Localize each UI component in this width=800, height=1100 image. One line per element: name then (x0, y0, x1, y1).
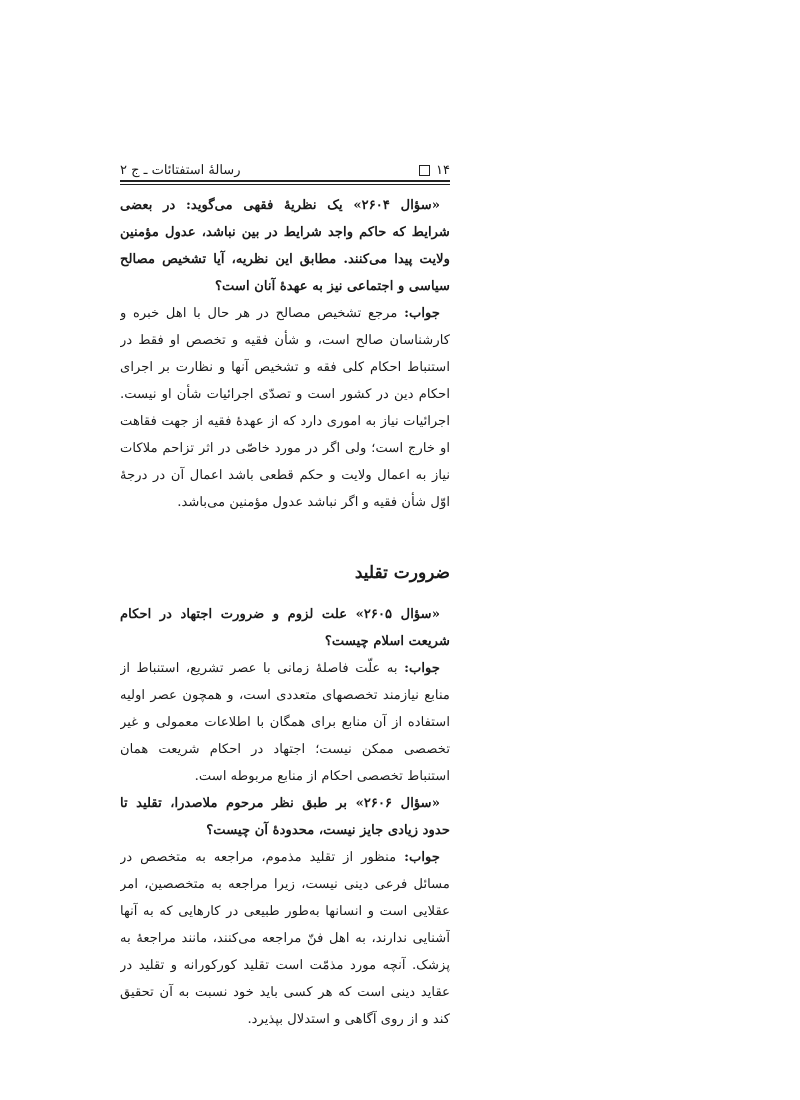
page-number-text: ۱۴ (436, 163, 450, 178)
page-body (120, 192, 450, 1100)
answer-label: جواب: (404, 661, 440, 676)
answer-text: به علّت فاصلهٔ زمانی با عصر تشریع، استنباط از منابع نیازمند تخصصهای متعددی است، و همچون عصر اولیه استفاده از آن منابع برای همگان با اطلاعات معمولی و غیر تخصصی ممکن نیست؛ اجتهاد در احکام شریعت همان استنباط تخصصی احکام از منابع مربوطه است. (120, 661, 450, 784)
page-number (419, 163, 450, 178)
book-title: رسالهٔ استفتائات ـ ج ۲ (120, 163, 241, 178)
section-heading: ضرورت تقلید (354, 563, 450, 583)
answer-text: منظور از تقلید مذموم، مراجعه به متخصص در مسائل فرعی دینی نیست، زیرا مراجعه به متخصصین، امر عقلایی است و انسانها به‌طور طبیعی در کارهایی که به آنها آشنایی ندارند، به اهل فنّ مراجعه می‌کنند، مانند مراجعهٔ به پزشک. آنچه مورد مذمّت است تقلید کورکورانه و تقلید در عقاید دینی است که هر کسی باید خود نسبت به آن تحقیق کند و از روی آگاهی و استدلال بپذیرد. (120, 850, 450, 1027)
answer-2605 (120, 655, 450, 790)
question-2606: «سؤال ۲۶۰۶» بر طبق نظر مرحوم ملاصدرا، تقلید تا حدود زیادی جایز نیست، محدودهٔ آن چیست؟ (120, 796, 450, 838)
header-rule-thick (120, 180, 450, 182)
header-rule-thin (120, 184, 450, 185)
answer-text: مرجع تشخیص مصالح در هر حال با اهل خبره و کارشناسان صالح است، و شأن فقیه و تخصص او فقط در استنباط احکام کلی فقه و تشخیص آنها و نظارت بر اجرای احکام دین در کشور است و تصدّی اجرائیات شأن او نیست. اجرائیات نیاز به اموری دارد که از عهدهٔ فقیه از جهت فقاهت او خارج است؛ ولی اگر در مورد خاصّی در اثر تزاحم ملاکات نیاز به اعمال ولایت و حکم قطعی باشد اعمال آن در درجهٔ اوّل شأن فقیه و اگر نباشد عدول مؤمنین می‌باشد. (120, 306, 450, 510)
answer-label: جواب: (404, 850, 440, 865)
answer-2606 (120, 844, 450, 1033)
running-header (120, 148, 450, 178)
answer-2604 (120, 300, 450, 516)
question-2604: «سؤال ۲۶۰۴» یک نظریهٔ فقهی می‌گوید: در بعضی شرایط که حاکم واجد شرایط در بین نباشد، عدول مؤمنین ولایت پیدا می‌کنند. مطابق این نظریه، آیا تشخیص مصالح سیاسی و اجتماعی نیز به عهدهٔ آنان است؟ (120, 198, 450, 294)
question-2605: «سؤال ۲۶۰۵» علت لزوم و ضرورت اجتهاد در احکام شریعت اسلام چیست؟ (120, 607, 450, 649)
answer-label: جواب: (404, 306, 440, 321)
square-box-icon (419, 165, 430, 176)
